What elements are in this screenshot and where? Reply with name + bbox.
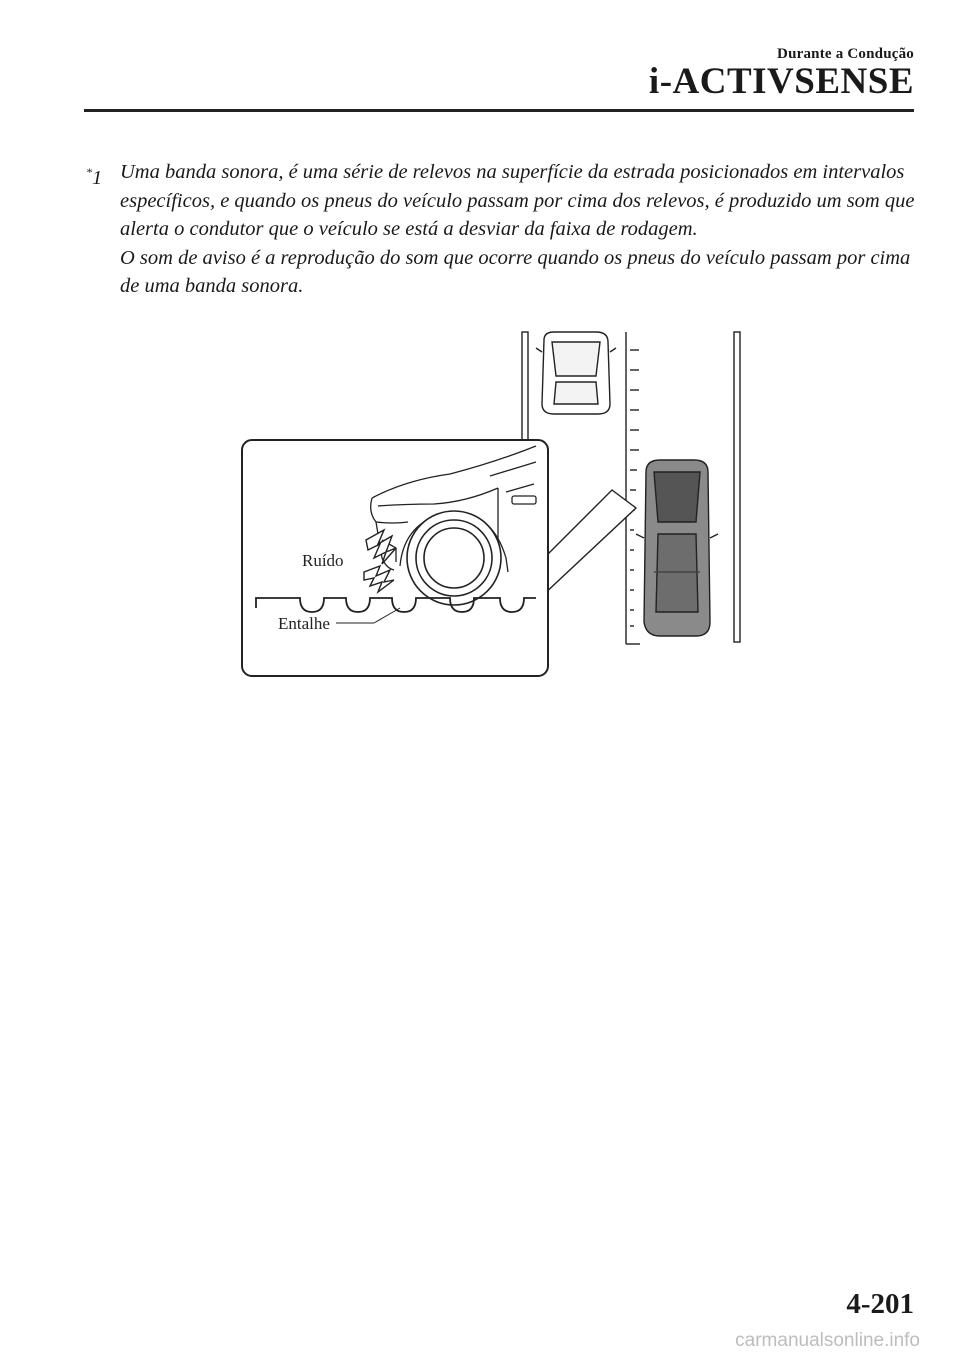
label-noise: Ruído — [302, 551, 344, 570]
chapter-title: i-ACTIVSENSE — [648, 61, 914, 102]
header-divider — [84, 109, 914, 112]
watermark: carmanualsonline.info — [735, 1330, 920, 1351]
footnote — [86, 158, 916, 301]
road-right-line — [734, 332, 740, 642]
front-wheel — [407, 511, 501, 605]
illustration-svg — [236, 326, 756, 682]
rumble-strip-marks — [630, 350, 639, 626]
callout-pointer — [542, 490, 636, 596]
footnote-marker: *1 — [86, 165, 103, 189]
callout-box — [242, 440, 548, 676]
rumble-strip-illustration — [236, 326, 756, 682]
section-title: Durante a Condução — [777, 46, 914, 62]
footnote-paragraph-1: Uma banda sonora, é uma série de relevos na superfície da estrada posicionados em intervalos específicos, e quando os pneus do veículo passam por cima dos relevos, é produzido um som que alerta o condutor que o veículo se está a desviar da faixa de rodagem. — [120, 161, 915, 240]
car-ahead — [536, 332, 616, 414]
footnote-paragraph-2: O som de aviso é a reprodução do som que ocorre quando os pneus do veículo passam por cima de uma banda sonora. — [120, 246, 911, 297]
car-drifting — [636, 460, 718, 636]
label-groove: Entalhe — [278, 614, 330, 633]
road-left-line — [522, 332, 528, 442]
page-number: 4-201 — [846, 1288, 914, 1320]
